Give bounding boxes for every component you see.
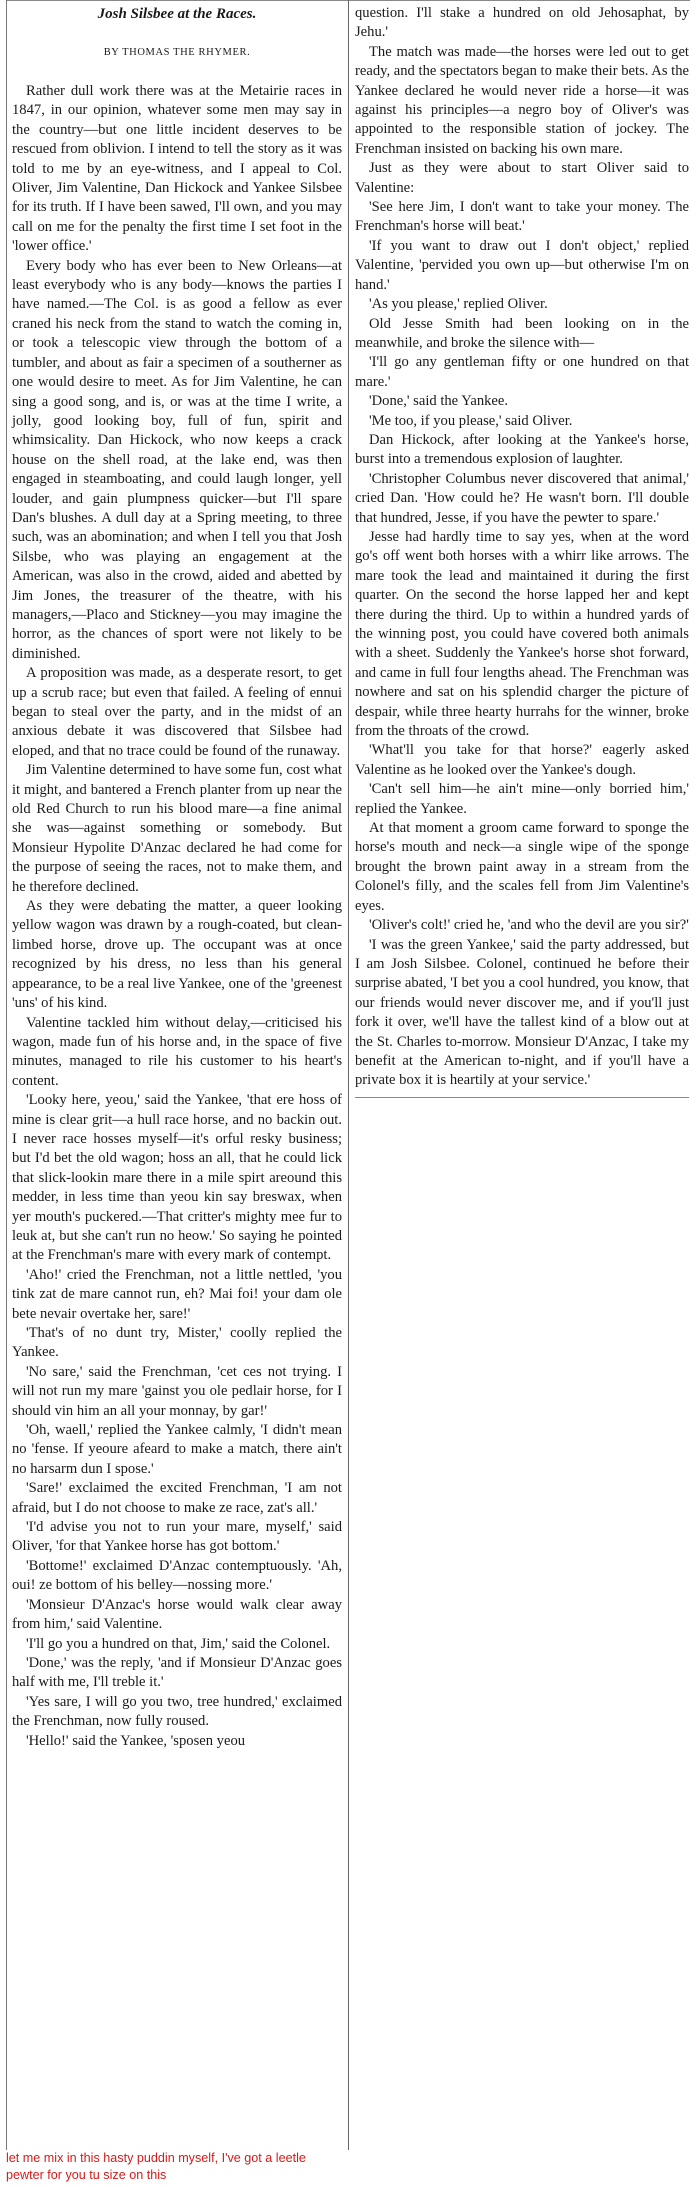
paragraph: 'Christopher Columbus never discovered that animal,' cried Dan. 'How could he? He wasn't born. I'll double that hundred, Jesse, if you have the pewter to spare.' — [355, 470, 689, 526]
article-byline: BY THOMAS THE RHYMER. — [103, 47, 251, 58]
paragraph: 'I was the green Yankee,' said the party addressed, but I am Josh Silsbee. Colonel, continued he before their surprise abated, 'I bet you a cool hundred, you know, that our friends would never discover me, and if you'll just fork it over, we'll have the tallest kind of a blow out at the St. Charles to-morrow. Monsieur D'Anzac, I take my benefit at the American to-night, and if you'll have a private box it is heartily at your service.' — [355, 936, 689, 1089]
paragraph: Valentine tackled him without delay,—criticised his wagon, made fun of his horse and, in the space of five minutes, managed to rile his customer to his heart's content. — [12, 1014, 342, 1089]
paragraph: 'See here Jim, I don't want to take your money. The Frenchman's horse will beat.' — [355, 199, 689, 235]
paragraph: Old Jesse Smith had been looking on in the meanwhile, and broke the silence with— — [355, 315, 689, 351]
paragraph: 'What'll you take for that horse?' eagerly asked Valentine as he looked over the Yankee's dough. — [355, 742, 689, 778]
column-divider — [348, 0, 349, 2150]
left-column-rule — [6, 0, 7, 2150]
paragraph: Just as they were about to start Oliver said to Valentine: — [355, 160, 689, 196]
paragraph: 'Oh, waell,' replied the Yankee calmly, 'I didn't mean no 'fense. If yeoure afeard to make a match, there ain't no harsarm dun I spose.' — [12, 1422, 342, 1477]
article-end-rule — [355, 1097, 689, 1098]
paragraph: 'Done,' said the Yankee. — [369, 393, 509, 410]
paragraph: 'Aho!' cried the Frenchman, not a little nettled, 'you tink zat de mare cannot run, eh? Mai foi! your dam ole bete nevair overtake her, sare!' — [12, 1266, 342, 1322]
paragraph: A proposition was made, as a desperate resort, to get up a scrub race; but even that failed. A feeling of ennui began to steal over the party, and in the midst of an anxious debate it was discovered that Silsbee had eloped, and that no trace could be found of the runaway. — [12, 665, 342, 759]
paragraph: 'No sare,' said the Frenchman, 'cet ces not trying. I will not run my mare 'gainst you ole pedlair horse, for I should vin him an all your monnay, by gar!' — [12, 1363, 342, 1419]
right-column — [355, 4, 689, 1089]
paragraph: Rather dull work there was at the Metairie races in 1847, in our opinion, whatever some men may say in the country—but one little incident deserves to be rescued from oblivion. I intend to tell the story as it was told to me by an eye-witness, and I appeal to Col. Oliver, Jim Valentine, Dan Hickock and Yankee Silsbee for its truth. If I have been sawed, I'll own, and you may call on me for the penalty the first time I set foot in the 'lower office.' — [12, 83, 342, 255]
paragraph: 'I'll go you a hundred on that, Jim,' said the Colonel. — [26, 1635, 331, 1652]
paragraph: At that moment a groom came forward to sponge the horse's mouth and neck—a single wipe of the sponge brought the brown paint away in a stream from the Colonel's filly, and the scales fell from Jim Valentine's eyes. — [355, 820, 689, 914]
paragraph: Jim Valentine determined to have some fun, cost what it might, and bantered a French planter from up near the old Red Church to run his blood mare—a fine animal she was—against something or somebody. But Monsieur Hypolite D'Anzac declared he had come for the purpose of seeing the races, not to make them, and he therefore declined. — [12, 762, 342, 895]
paragraph: Every body who has ever been to New Orleans—at least everybody who is any body—knows the parties I have named.—The Col. is as good a fellow as ever craned his neck from the stand to watch the coming in, or took a telescopic view through the bottom of a tumbler, and about as fair a specimen of a southerner as one would desire to meet. As for Jim Valentine, he can sing a good song, and is, or was at the time I write, a jolly, good looking boy, full of fun, spirit and whimsicality. Dan Hickock, who now keeps a crack house on the shell road, at the lake end, was then engaged in steamboating, and could laugh longer, yell louder, and gain plumpness quicker—but I'll spare Dan's blushes. A dull day at a Spring meeting, to three such, was an abomination; and when I tell you that Josh Silsbe, who was playing an engagement at the American, was also in the crowd, aided and abetted by Jim Jones, the treasurer of the theatre, with his managers,—Placo and Stickney—you may imagine the horror, as the chances of sport were not likely to be diminished. — [12, 257, 342, 662]
paragraph: Jesse had hardly time to say yes, when at the word go's off went both horses with a whirr like arrows. The mare took the lead and maintained it during the first quarter. On the second the horse lapped her and kept there during the third. Up to within a hundred yards of the winning post, you could have covered both animals with a sheet. Suddenly the Yankee's horse shot forward, and came in full four lengths ahead. The Frenchman was nowhere and sat on his splendid charger the picture of despair, while three hearty hurrahs for the winner, broke from the throats of the crowd. — [355, 528, 689, 740]
paragraph: 'I'll go any gentleman fifty or one hundred on that mare.' — [355, 354, 689, 390]
article-title: Josh Silsbee at the Races. — [97, 6, 257, 22]
paragraph: Dan Hickock, after looking at the Yankee's horse, burst into a tremendous explosion of laughter. — [355, 431, 689, 468]
paragraph: 'Oliver's colt!' cried he, 'and who the devil are you sir?' — [369, 917, 689, 934]
paragraph: 'Me too, if you please,' said Oliver. — [369, 412, 573, 429]
paragraph-continued: question. I'll stake a hundred on old Jehosaphat, by Jehu.' — [355, 5, 689, 41]
paragraph: 'Done,' was the reply, 'and if Monsieur D'Anzac goes half with me, I'll treble it.' — [12, 1654, 342, 1691]
left-column — [12, 4, 342, 2139]
paragraph: 'If you want to draw out I don't object,' replied Valentine, 'pervided you own up—but otherwise I'm on hand.' — [355, 237, 689, 293]
paragraph: As they were debating the matter, a queer looking yellow wagon was drawn by a rough-coated, but clean-limbed horse, drove up. The occupant was at once recognized by his dress, no less than his general appearance, to be a real live Yankee, one of the 'greenest 'uns' of his kind. — [12, 898, 342, 1012]
paragraph: 'Monsieur D'Anzac's horse would walk clear away from him,' said Valentine. — [12, 1596, 342, 1633]
paragraph: The match was made—the horses were led out to get ready, and the spectators began to make their bets. As the Yankee declared he would never ride a horse—it was against his principles—a negro boy of Oliver's was appointed to the responsible station of jockey. The Frenchman insisted on backing his own mare. — [355, 43, 689, 157]
paragraph: 'Sare!' exclaimed the excited Frenchman, 'I am not afraid, but I do not choose to make ze race, zat's all.' — [12, 1480, 342, 1516]
paragraph: 'Looky here, yeou,' said the Yankee, 'that ere hoss of mine is clear grit—a hull race horse, and no backin out. I never race hosses myself—it's orful resky business; but I'd bet the old wagon; hoss an all, that he could lick that slick-lookin mare there in a mile spirt areound this medder, in less time than yeou kin say breswax, when yer mouth's puckered.—That critter's mighty mee fur to leuk at, but she can't run no heow.' So saying he pointed at the Frenchman's mare with every mark of contempt. — [12, 1092, 342, 1264]
paragraph: 'Can't sell him—he ain't mine—only borried him,' replied the Yankee. — [355, 781, 689, 817]
paragraph: 'I'd advise you not to run your mare, myself,' said Oliver, 'for that Yankee horse has got bottom.' — [12, 1519, 342, 1555]
paragraph: 'Hello!' said the Yankee, 'sposen yeou — [26, 1732, 246, 1749]
paragraph: 'That's of no dunt try, Mister,' coolly replied the Yankee. — [12, 1325, 342, 1361]
paragraph: 'As you please,' replied Oliver. — [369, 296, 548, 313]
overflow-caption: let me mix in this hasty puddin myself, I've got a leetle pewter for you tu size on this — [6, 2151, 306, 2182]
paragraph: 'Yes sare, I will go you two, tree hundred,' exclaimed the Frenchman, now fully roused. — [12, 1693, 342, 1730]
paragraph: 'Bottome!' exclaimed D'Anzac contemptuously. 'Ah, oui! ze bottom of his belley—nossing more.' — [12, 1557, 342, 1594]
